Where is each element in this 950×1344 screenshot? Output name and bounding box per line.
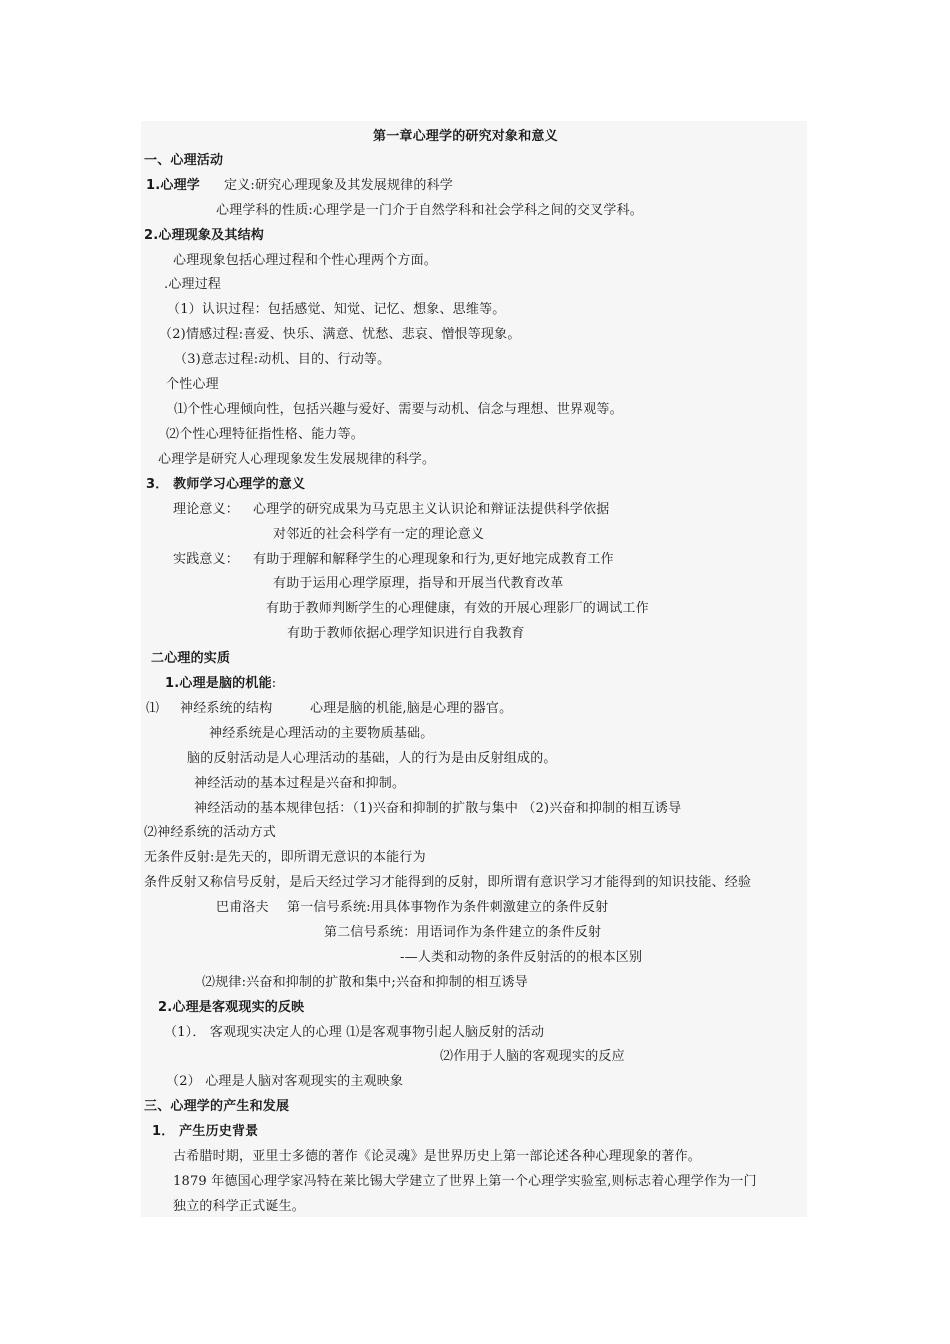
- nerve-item-4: 神经活动的基本过程是兴奋和抑制。: [194, 776, 406, 791]
- activity-mode-heading: ⑵神经系统的活动方式: [144, 825, 277, 840]
- psychology-summary: 心理学是研究人心理现象发生发展规律的科学。: [158, 452, 436, 467]
- theory-item-1: 心理学的研究成果为马克思主义认识论和辩证法提供科学依据: [253, 502, 610, 517]
- document-title: 第一章心理学的研究对象和意义: [373, 129, 558, 144]
- subheading-brain-function-colon: :: [271, 676, 277, 691]
- section-heading-psych-activity: 一、心理活动: [144, 153, 224, 168]
- subheading-reflection: 2.心理是客观现实的反映: [158, 1000, 305, 1015]
- unconditioned-reflex: 无条件反射:是先天的，即所谓无意识的本能行为: [144, 850, 426, 865]
- psychology-definition: 定义:研究心理现象及其发展规律的科学: [224, 178, 453, 193]
- section-heading-origin: 三、心理学的产生和发展: [144, 1099, 290, 1114]
- subheading-brain-function-wrap: [165, 675, 276, 693]
- personality-tendency: ⑴个性心理倾向性，包括兴趣与爱好、需要与动机、信念与理想、世界观等。: [174, 402, 623, 417]
- signal-difference: -—人类和动物的条件反射活的的根本区别: [400, 950, 643, 965]
- subheading-history: 1． 产生历史背景: [152, 1124, 259, 1139]
- subheading-teacher-significance: 3． 教师学习心理学的意义: [146, 477, 306, 492]
- section-heading-essence: 二心理的实质: [151, 651, 231, 666]
- personality-label: 个性心理: [166, 377, 219, 392]
- theory-label: 理论意义：: [173, 502, 240, 517]
- practice-item-1: 有助于理解和解释学生的心理现象和行为,更好地完成教育工作: [253, 552, 614, 567]
- nerve-item-1: 心理是脑的机能,脑是心理的器官。: [310, 701, 513, 716]
- subheading-phenomena-structure: 2.心理现象及其结构: [144, 228, 264, 243]
- conditioned-reflex: 条件反射又称信号反射，是后天经过学习才能得到的反射，即所谓有意识学习才能得到的知识技能、经验: [144, 875, 752, 890]
- nerve-number: ⑴: [146, 701, 160, 716]
- second-signal-system: 第二信号系统：用语词作为条件建立的条件反射: [324, 925, 602, 940]
- phenomena-intro: 心理现象包括心理过程和个性心理两个方面。: [173, 253, 438, 268]
- theory-item-2: 对邻近的社会科学有一定的理论意义: [273, 527, 485, 542]
- practice-item-4: 有助于教师依据心理学知识进行自我教育: [287, 626, 525, 641]
- process-label: .心理过程: [164, 277, 222, 292]
- practice-label: 实践意义：: [173, 552, 240, 567]
- practice-item-2: 有助于运用心理学原理，指导和开展当代教育改革: [273, 576, 564, 591]
- reflection-item-2: （2） 心理是人脑对客观现实的主观映象: [166, 1074, 404, 1089]
- subheading-psychology: 1.心理学: [146, 178, 200, 193]
- process-volitional: （3)意志过程:动机、目的、行动等。: [174, 352, 391, 367]
- nerve-item-3: 脑的反射活动是人心理活动的基础，人的行为是由反射组成的。: [187, 751, 557, 766]
- history-item-2: 1879 年德国心理学家冯特在莱比锡大学建立了世界上第一个心理学实验室,则标志着心理学作为一门: [173, 1174, 757, 1189]
- reflection-item-1: （1）． 客观现实决定人的心理 ⑴是客观事物引起人脑反射的活动: [164, 1025, 545, 1040]
- process-cognitive: （1）认识过程：包括感觉、知觉、记忆、想象、思维等。: [167, 302, 506, 317]
- history-item-3: 独立的科学正式诞生。: [173, 1199, 306, 1214]
- reflex-rule: ⑵规律:兴奋和抑制的扩散和集中;兴奋和抑制的相互诱导: [202, 975, 528, 990]
- nerve-item-5: 神经活动的基本规律包括：（1)兴奋和抑制的扩散与集中 （2)兴奋和抑制的相互诱导: [194, 801, 682, 816]
- pavlov-label: 巴甫洛夫: [216, 900, 269, 915]
- reflection-item-1b: ⑵作用于人脑的客观现实的反应: [440, 1049, 625, 1064]
- history-item-1: 古希腊时期，亚里士多德的著作《论灵魂》是世界历史上第一部论述各种心理现象的著作。: [173, 1149, 702, 1164]
- subheading-brain-function: 1.心理是脑的机能: [165, 676, 272, 691]
- process-emotional: （2)情感过程:喜爱、快乐、满意、忧愁、悲哀、憎恨等现象。: [159, 327, 521, 342]
- psychology-nature: 心理学科的性质:心理学是一门介于自然学科和社会学科之间的交叉学科。: [216, 203, 643, 218]
- practice-item-3: 有助于教师判断学生的心理健康，有效的开展心理影厂的调试工作: [266, 601, 649, 616]
- first-signal-system: 第一信号系统:用具体事物作为条件刺激建立的条件反射: [287, 900, 609, 915]
- nerve-item-2: 神经系统是心理活动的主要物质基础。: [209, 726, 434, 741]
- personality-traits: ⑵个性心理特征指性格、能力等。: [166, 427, 365, 442]
- nerve-structure-label: 神经系统的结构: [180, 701, 273, 716]
